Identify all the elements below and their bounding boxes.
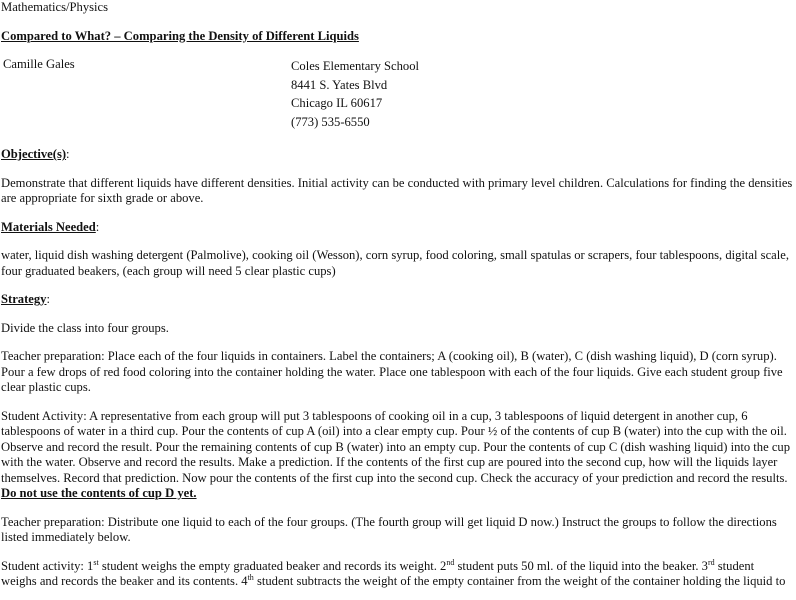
prep1-line: Teacher preparation: Place each of the four liquids in containers. Label the containers; A (cooking oil), B (water), C (dish washing liquid), D (corn syrup). [1, 349, 777, 363]
strategy-heading: Strategy: [1, 292, 50, 306]
activity1-line: tablespoons of water in a third cup. Pour the contents of cup A (oil) into a clear empty cup. Pour ½ of the contents of cup B (water) into the cup with the oil. [1, 424, 787, 438]
objectives-heading-text: Objective(s) [1, 147, 67, 161]
cup-d-warning: Do not use the contents of cup D yet. [1, 486, 197, 500]
objectives-paragraph [1, 176, 795, 207]
activity2-line [1, 559, 795, 575]
activity2-text: Student activity: 1 [1, 558, 94, 573]
ordinal-suffix: th [247, 572, 254, 582]
ordinal-suffix: nd [446, 557, 455, 567]
activity2-text: student weighs the empty graduated beaker and records its weight. 2 [98, 558, 447, 573]
subject-line: Mathematics/Physics [1, 0, 109, 14]
materials-heading: Materials Needed: [1, 219, 100, 234]
materials-paragraph [1, 248, 795, 279]
activity2-text: weighs and records the beaker and its contents. 4 [1, 574, 248, 588]
document-title: Compared to What? – Comparing the Density of Different Liquids [1, 28, 359, 43]
activity2-line [1, 574, 795, 590]
school-city: Chicago IL 60617 [291, 96, 383, 110]
activity1-line: with the water. Observe and record the results. Make a prediction. If the contents of the first cup are poured into the second cup, how will the liquids layer [1, 455, 778, 469]
school-phone: (773) 535-6550 [291, 114, 370, 129]
ordinal-suffix: st [93, 557, 99, 567]
objectives-heading: Objective(s): [1, 147, 70, 161]
author-name: Camille Gales [3, 57, 75, 71]
materials-heading-text: Materials Needed [1, 219, 96, 234]
prep1-line: clear plastic cups. [1, 380, 91, 394]
objectives-line: are appropriate for sixth grade or above. [1, 191, 204, 205]
activity2-text: student [714, 558, 755, 573]
activity1-line: Student Activity: A representative from each group will put 3 tablespoons of cooking oil in a cup, 3 tablespoons of liquid detergent in another cup, 6 [1, 408, 748, 423]
prep1-line: Pour a few drops of red food coloring into the container holding the water. Place one tablespoon with each of the four liquids. Give each student group five [1, 364, 783, 379]
student-activity-1 [1, 409, 795, 502]
activity2-text: student puts 50 ml. of the liquid into the beaker. 3 [454, 558, 708, 573]
student-activity-2 [1, 559, 795, 590]
teacher-preparation-1 [1, 349, 795, 396]
school-address [291, 57, 419, 131]
prep2-line: Teacher preparation: Distribute one liquid to each of the four groups. (The fourth group will get liquid D now.) Instruct the groups to follow the directions [1, 514, 777, 529]
strategy-heading-text: Strategy [1, 292, 47, 306]
school-name: Coles Elementary School [291, 59, 420, 73]
document-page [1, 0, 795, 590]
author-school-block [1, 57, 795, 132]
school-street: 8441 S. Yates Blvd [291, 77, 388, 92]
activity1-line: themselves. Record that prediction. Now pour the contents of the first cup into the second cup. Check the accuracy of your prediction and record the results. [1, 470, 788, 485]
objectives-line: Demonstrate that different liquids have different densities. Initial activity can be conducted with primary level children. Calculations for finding the densities [1, 175, 793, 190]
materials-line: four graduated beakers, (each group will need 5 clear plastic cups) [1, 263, 336, 278]
activity1-line: Observe and record the result. Pour the remaining contents of cup B (water) into an empty cup. Pour the contents of cup C (dish washing liquid) into the cup [1, 439, 791, 454]
materials-line: water, liquid dish washing detergent (Palmolive), cooking oil (Wesson), corn syrup, food coloring, small spatulas or scrapers, four tablespoons, digital scale, [1, 248, 789, 262]
teacher-preparation-2 [1, 515, 795, 546]
prep2-line: listed immediately below. [1, 530, 131, 544]
ordinal-suffix: rd [707, 557, 715, 567]
strategy-intro: Divide the class into four groups. [1, 320, 169, 335]
activity2-text: student subtracts the weight of the empty container from the weight of the container holding the liquid to [253, 574, 786, 588]
